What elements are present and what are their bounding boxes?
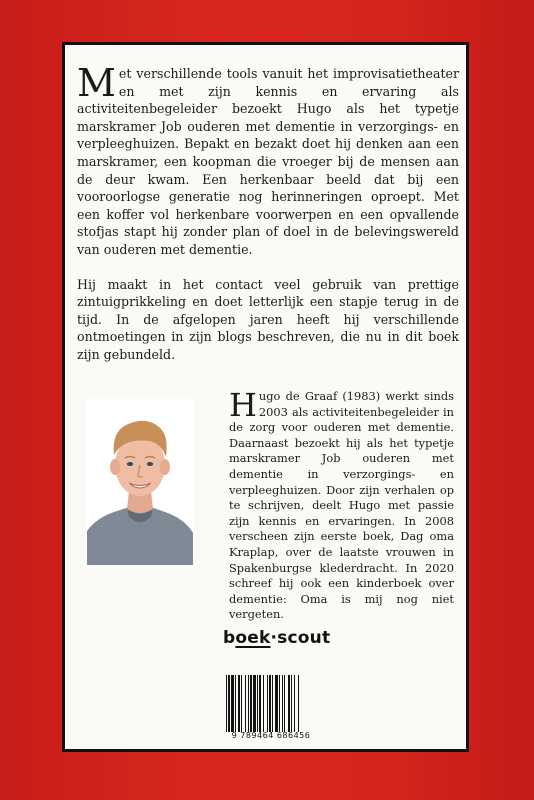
blurb-paragraph-1-text: et verschillende tools vanuit het improvisatietheater en met zijn kennis en ervaring als activiteitenbegeleider bezoekt Hugo als het typetje marskramer Job ouderen met dementie in verzorgings- en verpleeghuizen. Bepakt en bezakt doet hij denken aan een marskramer, een koopman die vroeger bij de mensen aan de deur kwam. Een herkenbaar beeld dat bij een vooroorlogse generatie nog herinneringen oproept. Met een koffer vol herkenbare voorwerpen en een opvallende stofjas stapt hij zonder plan of doel in de belevingswereld van ouderen met dementie.	[77, 66, 459, 257]
blurb-paragraph-1	[77, 61, 459, 259]
barcode-bar	[279, 675, 280, 732]
barcode-bar	[288, 675, 290, 732]
author-portrait-image	[87, 399, 193, 565]
text-panel	[62, 42, 469, 752]
publisher-logo	[223, 628, 331, 648]
barcode-bar	[267, 675, 268, 732]
logo-b: b	[223, 628, 236, 648]
bio-dropcap: H	[229, 386, 257, 424]
bio-text: ugo de Graaf (1983) werkt sinds 2003 als activiteitenbegeleider in de zorg voor ouderen met dementie. Daarnaast bezoekt hij als het typetje marskramer Job ouderen met dementie in verzorgings- en verpleeghuizen. Door zijn verhalen op te schrijven, deelt Hugo met passie zijn kennis en ervaringen. In 2008 verscheen zijn eerste boek, Dag oma Kraplap, over de laatste vrouwen in Spakenburgse klederdracht. In 2020 schreef hij ook een kinderboek over dementie: Oma is mij nog niet vergeten.	[229, 389, 454, 622]
blurb-paragraph-2: Hij maakt in het contact veel gebruik van prettige zintuigprikkeling en doet letterlijk een stapje terug in de tijd. In de afgelopen jaren heeft hij verschillende ontmoetingen in zijn blogs beschreven, die nu in dit boek zijn gebundeld.	[77, 276, 459, 362]
barcode-bar	[284, 675, 285, 732]
blurb-dropcap: M	[77, 61, 116, 105]
barcode-bar	[294, 675, 295, 732]
barcode-bar	[235, 675, 236, 732]
barcode-bar	[298, 675, 299, 732]
book-blurb	[77, 61, 459, 381]
barcode-bar	[238, 675, 240, 732]
barcode-bar	[228, 675, 230, 732]
barcode-bar	[259, 675, 261, 732]
barcode-bar	[245, 675, 246, 732]
barcode-bar	[253, 675, 256, 732]
barcode-bar	[269, 675, 271, 732]
barcode-bar	[248, 675, 249, 732]
logo-dot: ·	[270, 628, 278, 648]
isbn-number: 9 789464 686456	[231, 731, 311, 740]
barcode-bar	[231, 675, 234, 732]
barcode-bar	[263, 675, 264, 732]
barcode-bar	[272, 675, 273, 732]
barcode-bar	[257, 675, 258, 732]
barcode-bar	[250, 675, 252, 732]
barcode-bar	[226, 675, 227, 732]
logo-oek: oek	[235, 628, 271, 648]
barcode-bar	[241, 675, 242, 732]
author-photo	[87, 399, 193, 565]
barcode-bar	[275, 675, 278, 732]
logo-scout: scout	[277, 628, 331, 648]
barcode-bar	[291, 675, 292, 732]
author-bio	[229, 386, 454, 623]
isbn-barcode	[225, 675, 323, 732]
barcode-bar	[282, 675, 283, 732]
